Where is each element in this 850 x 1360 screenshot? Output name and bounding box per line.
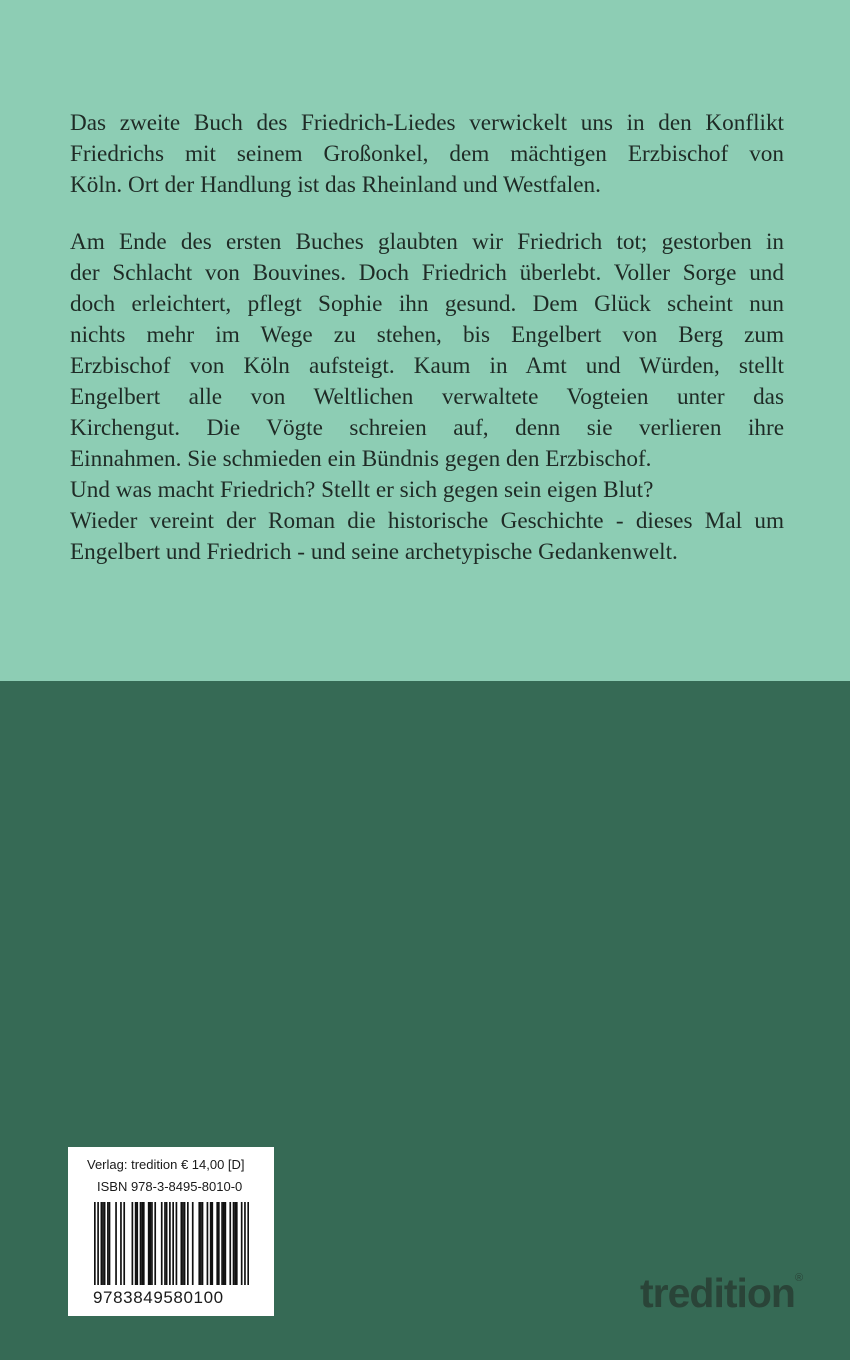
barcode-bar — [107, 1202, 109, 1285]
barcode-bar — [172, 1202, 174, 1285]
barcode-bar — [120, 1202, 122, 1285]
barcode-bar — [229, 1202, 231, 1285]
blurb-line: Erzbischof von Köln aufsteigt. Kaum in Amt und Würden, stellt — [70, 353, 784, 379]
blurb-line: Köln. Ort der Handlung ist das Rheinland und Westfalen. — [70, 172, 601, 198]
barcode-bar — [132, 1202, 134, 1285]
blurb-line: der Schlacht von Bouvines. Doch Friedrich überlebt. Voller Sorge und — [70, 260, 784, 286]
barcode-bar — [141, 1202, 143, 1285]
barcode-bar — [236, 1202, 238, 1285]
barcode-bar — [216, 1202, 218, 1285]
blurb-line: Engelbert und Friedrich - und seine archetypische Gedankenwelt. — [70, 539, 678, 565]
barcode-bar — [164, 1202, 166, 1285]
barcode-bar — [176, 1202, 178, 1285]
barcode-bar — [233, 1202, 235, 1285]
barcode-bar — [166, 1202, 168, 1285]
isbn-text: ISBN 978-3-8495-8010-0 — [97, 1179, 243, 1194]
barcode-bar — [123, 1202, 125, 1285]
barcode-bar — [221, 1202, 223, 1285]
blurb-line: nichts mehr im Wege zu stehen, bis Engelbert von Berg zum — [70, 322, 784, 348]
barcode-bar — [247, 1202, 249, 1285]
barcode-bar — [143, 1202, 145, 1285]
barcode-bar — [218, 1202, 220, 1285]
blurb-line: Einnahmen. Sie schmieden ein Bündnis gegen den Erzbischof. — [70, 446, 652, 472]
barcode-bar — [161, 1202, 163, 1285]
barcode-bar — [169, 1202, 171, 1285]
blurb-line: Wieder vereint der Roman die historische Geschichte - dieses Mal um — [70, 508, 784, 534]
barcode-bars — [94, 1202, 249, 1285]
barcode-bar — [135, 1202, 137, 1285]
barcode-bar — [244, 1202, 246, 1285]
barcode-bar — [234, 1202, 236, 1285]
blurb-line: doch erleichtert, pflegt Sophie ihn gesund. Dem Glück scheint nun — [70, 291, 784, 317]
barcode-bar — [102, 1202, 104, 1285]
barcode-bar — [210, 1202, 212, 1285]
publisher-price-text: Verlag: tredition € 14,00 [D] — [87, 1157, 245, 1172]
barcode-bar — [180, 1202, 182, 1285]
barcode-bar — [202, 1202, 204, 1285]
registered-mark: ® — [794, 1272, 804, 1284]
barcode-bar — [148, 1202, 150, 1285]
blurb-line: Friedrichs mit seinem Großonkel, dem mächtigen Erzbischof von — [70, 141, 784, 167]
barcode-bar — [151, 1202, 153, 1285]
blurb-text — [70, 108, 784, 594]
blurb-paragraph-1 — [70, 108, 784, 201]
blurb-line: Engelbert alle von Weltlichen verwaltete Vogteien unter das — [70, 384, 784, 410]
barcode-bar — [187, 1202, 189, 1285]
blurb-line: Und was macht Friedrich? Stellt er sich gegen sein eigen Blut? — [70, 477, 654, 503]
barcode-bar — [241, 1202, 243, 1285]
barcode-bar — [149, 1202, 151, 1285]
barcode-bar — [109, 1202, 111, 1285]
barcode-label — [68, 1147, 274, 1316]
blurb-line: Das zweite Buch des Friedrich-Liedes verwickelt uns in den Konflikt — [70, 110, 784, 136]
barcode-bar — [115, 1202, 117, 1285]
barcode-bar — [207, 1202, 209, 1285]
tredition-logo — [640, 1270, 803, 1317]
barcode-bar — [136, 1202, 138, 1285]
logo-text: tredition — [640, 1270, 795, 1316]
barcode-bar — [198, 1202, 200, 1285]
barcode-bar — [184, 1202, 186, 1285]
barcode-bar — [97, 1202, 99, 1285]
barcode-bar — [140, 1202, 142, 1285]
barcode-bar — [192, 1202, 194, 1285]
barcode-bar — [101, 1202, 103, 1285]
barcode-bar — [154, 1202, 156, 1285]
barcode-bar — [200, 1202, 202, 1285]
barcode-bar — [225, 1202, 227, 1285]
barcode-bar — [104, 1202, 106, 1285]
blurb-paragraph-2 — [70, 227, 784, 568]
barcode-bar — [182, 1202, 184, 1285]
barcode-bar — [223, 1202, 225, 1285]
blurb-line: Am Ende des ersten Buches glaubten wir Friedrich tot; gestorben in — [70, 229, 784, 255]
barcode-bar — [94, 1202, 96, 1285]
barcode-digits: 9783849580100 — [93, 1288, 224, 1307]
blurb-line: Kirchengut. Die Vögte schreien auf, denn sie verlieren ihre — [70, 415, 784, 441]
barcode-bar — [211, 1202, 213, 1285]
